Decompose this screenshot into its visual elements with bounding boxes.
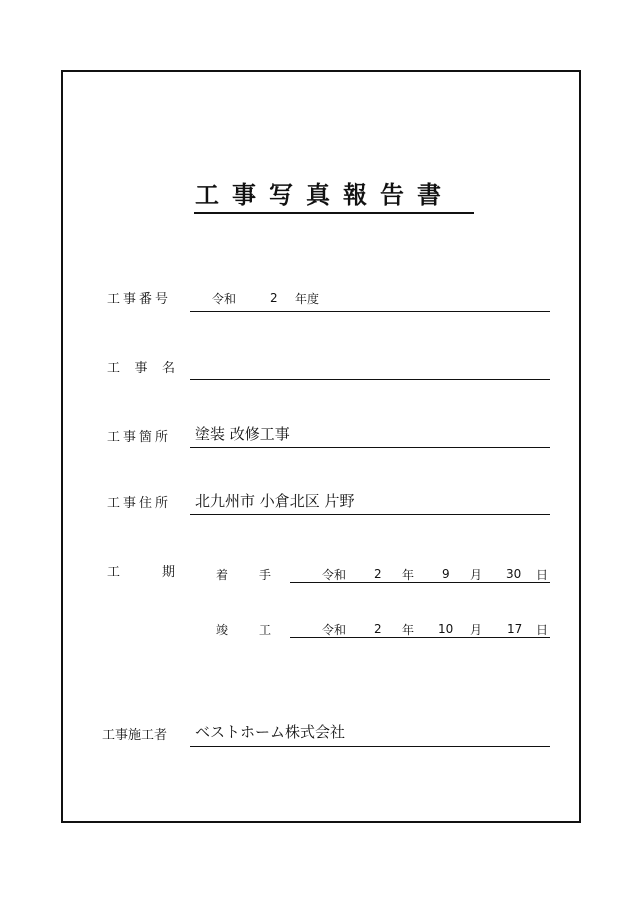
name-label-char-3: 名 bbox=[161, 361, 175, 376]
period-label bbox=[107, 566, 175, 579]
start-label-char-1: 着 bbox=[216, 568, 229, 582]
contractor-value: ベストホーム株式会社 bbox=[195, 723, 346, 741]
number-label: 工事番号 bbox=[107, 292, 172, 307]
period-label-char-2: 期 bbox=[161, 565, 175, 580]
location-label: 工事箇所 bbox=[107, 430, 172, 445]
contractor-line bbox=[190, 746, 550, 747]
name-label-char-2: 事 bbox=[134, 361, 148, 376]
number-line bbox=[190, 311, 550, 312]
end-month-unit: 月 bbox=[470, 623, 483, 637]
contractor-label: 工事施工者 bbox=[102, 728, 168, 743]
start-label bbox=[216, 569, 271, 581]
period-label-char-1: 工 bbox=[107, 565, 121, 580]
start-line bbox=[290, 582, 550, 583]
start-year-unit: 年 bbox=[402, 568, 415, 582]
title-underline bbox=[194, 212, 474, 214]
number-era: 令和 bbox=[212, 292, 237, 306]
location-line bbox=[190, 447, 550, 448]
address-label: 工事住所 bbox=[107, 496, 172, 511]
start-year: 2 bbox=[374, 567, 382, 581]
name-line bbox=[190, 379, 550, 380]
end-line bbox=[290, 637, 550, 638]
start-month: 9 bbox=[442, 567, 450, 581]
start-era: 令和 bbox=[322, 568, 347, 582]
end-era: 令和 bbox=[322, 623, 347, 637]
end-label-char-1: 竣 bbox=[216, 623, 229, 637]
name-label-char-1: 工 bbox=[107, 361, 121, 376]
address-value: 北九州市 小倉北区 片野 bbox=[195, 492, 355, 510]
location-value: 塗装 改修工事 bbox=[195, 425, 290, 443]
end-month: 10 bbox=[438, 622, 454, 636]
number-year-suffix: 年度 bbox=[295, 292, 320, 306]
end-year: 2 bbox=[374, 622, 382, 636]
end-year-unit: 年 bbox=[402, 623, 415, 637]
end-day: 17 bbox=[507, 622, 523, 636]
start-day-unit: 日 bbox=[536, 568, 549, 582]
number-year: 2 bbox=[270, 291, 278, 305]
start-day: 30 bbox=[506, 567, 522, 581]
end-day-unit: 日 bbox=[536, 623, 549, 637]
end-label bbox=[216, 624, 271, 636]
name-label bbox=[107, 362, 175, 375]
start-month-unit: 月 bbox=[470, 568, 483, 582]
start-label-char-2: 手 bbox=[258, 568, 271, 582]
document-title: 工事写真報告書 bbox=[195, 181, 454, 209]
end-label-char-2: 工 bbox=[258, 623, 271, 637]
address-line bbox=[190, 514, 550, 515]
